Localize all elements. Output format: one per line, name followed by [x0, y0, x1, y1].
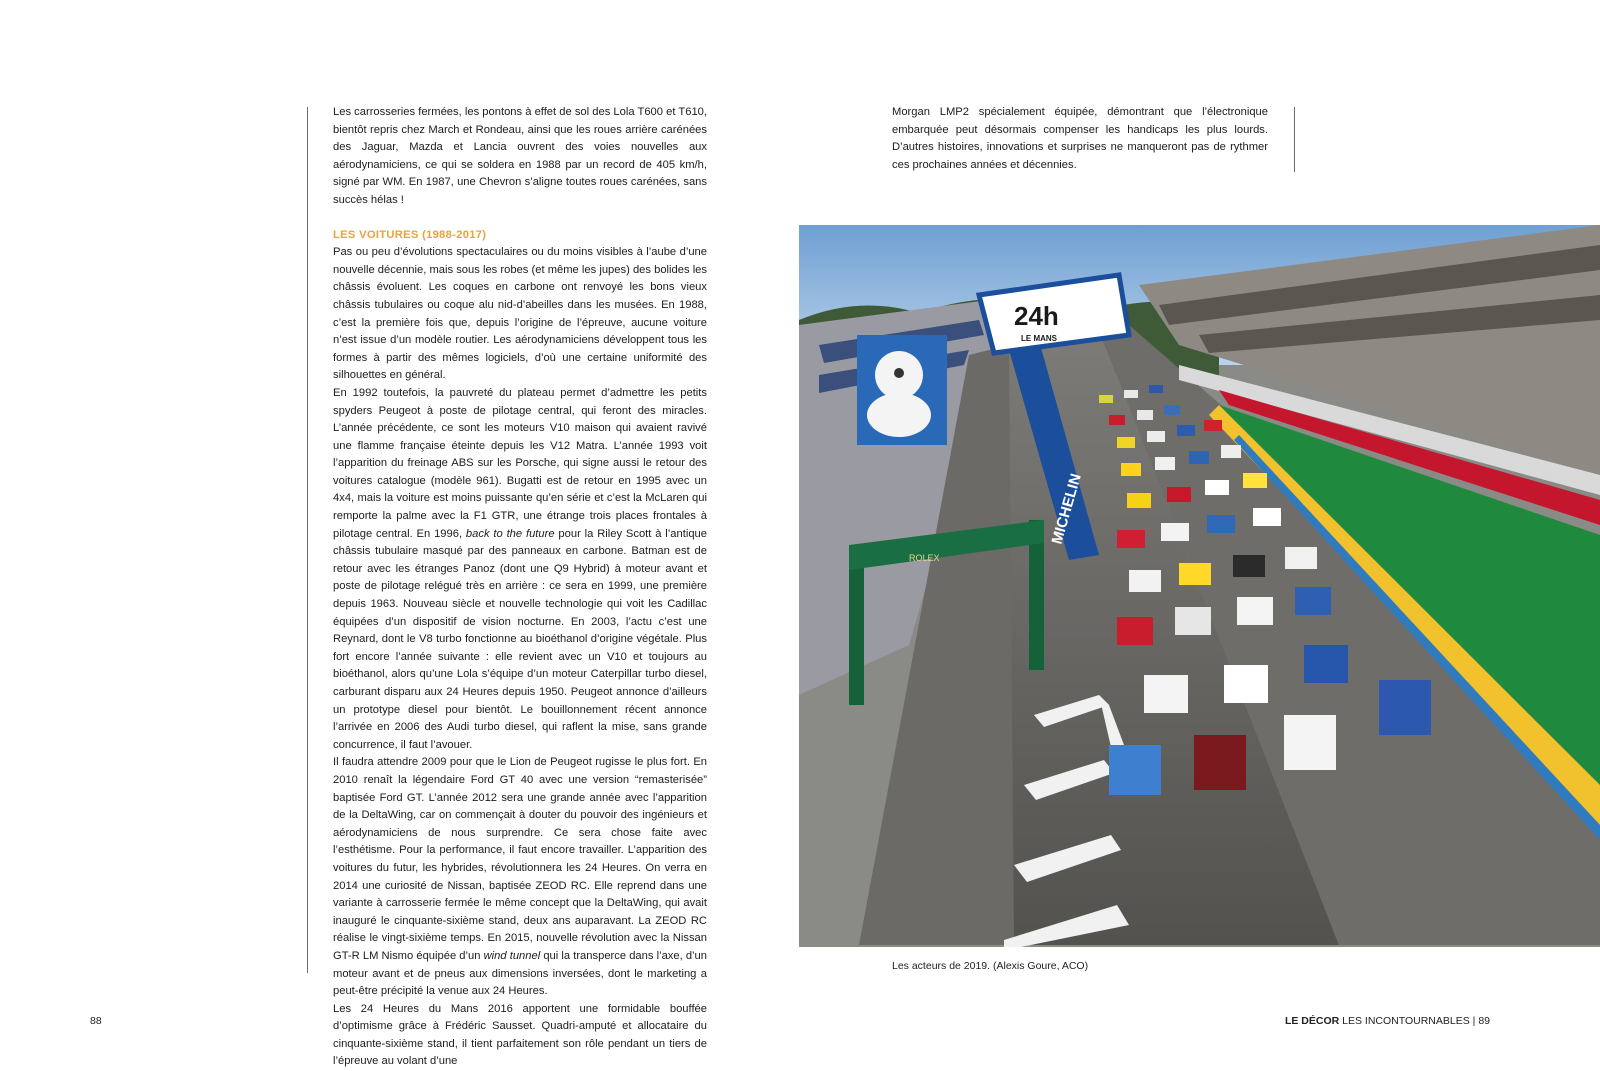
- page-number-right: 89: [1478, 1015, 1490, 1027]
- paragraph-1: Pas ou peu d’évolutions spectaculaires ou du moins visibles à l’aube d’une nouvelle décennie, mais sous les robes (et même les jupes) des bolides les châssis évoluent. Les coques en carbone ont renvoyé les bons vieux châssis tubulaires ou coque alu nid-d’abeilles dans les musées. En 1988, c’est la première fois que, depuis l’origine de l’épreuve, aucune voiture n’est issue d’un modèle routier. Les aérodynamiciens développent tous les formes à partir des mêmes logiciels, d’où une certaine uniformité des silhouettes en général.: [333, 246, 707, 382]
- paragraph-2-text-a: En 1992 toutefois, la pauvreté du plateau permet d’admettre les petits spyders Peugeot à poste de pilotage central, qui feront des miracles. L’année précédente, ce sont les moteurs V10 maison qui avaient ravivé une flamme française éteinte depuis les V12 Matra. L’année 1993 voit l’apparition du freinage ABS sur les Porsche, qui signe aussi le retour des voitures catalogue (modèle 961). Bugatti est de retour en 1995 avec un 4x4, mais la voiture est moins puissante qu’en série et c’est la McLaren qui remporte la palme avec la F1 GTR, une étrange trois places frontales à pilotage central. En 1996,: [333, 386, 707, 540]
- photo-caption: Les acteurs de 2019. (Alexis Goure, ACO): [892, 960, 1089, 972]
- right-paragraph: Morgan LMP2 spécialement équipée, démontrant que l’électronique embarquée peut désormais compenser les handicaps les plus lourds. D’autres histoires, innovations et surprises ne manqueront pas de rythmer ces prochaines années et décennies.: [892, 106, 1268, 171]
- rolex-label: ROLEX: [909, 553, 940, 563]
- footer-separator: |: [1472, 1015, 1476, 1027]
- 24h-logo-text: 24h: [1014, 301, 1059, 331]
- paragraph-2-emphasis: back to the future: [465, 527, 555, 540]
- le-mans-logo-text: LE MANS: [1021, 334, 1057, 343]
- paragraph-4: Les 24 Heures du Mans 2016 apportent une formidable bouffée d’optimisme grâce à Frédéric Sausset. Quadri-amputé et allocataire du cinquante-sixième stand, il tient parfaitement son rôle pendant un tiers de l’épreuve au volant d’une: [333, 1002, 707, 1068]
- article-right-column: [892, 104, 1268, 174]
- paragraph-3: [333, 754, 707, 1000]
- footer-section: LE DÉCOR: [1284, 1015, 1340, 1027]
- running-footer: [1285, 1015, 1490, 1027]
- section-heading: LES VOITURES (1988-2017): [333, 228, 487, 241]
- michelin-mascot: [857, 335, 947, 445]
- article-left-column: [333, 104, 707, 1071]
- paragraph-3-emphasis: wind tunnel: [483, 949, 541, 962]
- paragraph-3-text-b: qui la transperce dans l’axe, d’un moteur avant et de pneus aux dimensions inversées, dont le marketing a peut-être précipité la venue aux 24 Heures.: [333, 949, 707, 998]
- michelin-label: MICHELIN: [1048, 471, 1085, 547]
- page-number-left: 88: [90, 1015, 102, 1027]
- race-grid-illustration: [799, 225, 1600, 947]
- footer-subsection: LES INCONTOURNABLES: [1342, 1015, 1470, 1027]
- paragraph-2: [333, 385, 707, 754]
- race-grid-photo: [799, 225, 1600, 947]
- left-column-rule: [307, 107, 308, 973]
- paragraph-3-text-a: Il faudra attendre 2009 pour que le Lion de Peugeot rugisse le plus fort. En 2010 renaît la légendaire Ford GT 40 avec une version “remasterisée” baptisée Ford GT. L’année 2012 sera une grande année avec l’apparition de la DeltaWing, car on commençait à douter du pouvoir des ingénieurs et aérodynamiciens de nous surprendre. Ce sera chose faite avec l’esthétisme. Pour la performance, il faut encore travailler. L’apparition des voitures du futur, les hybrides, révolutionnera les 24 Heures. On verra en 2014 une curiosité de Nissan, baptisée ZEOD RC. Elle reprend dans une variante à carrosserie fermée le même concept que la DeltaWing, qui avait inauguré le cinquante-sixième stand, deux ans auparavant. La ZEOD RC réalise le vingt-sixième temps. En 2015, nouvelle révolution avec la Nissan GT-R LM Nismo équipée d’un: [333, 756, 707, 962]
- right-column-rule: [1294, 107, 1295, 172]
- paragraph-2-text-b: pour la Riley Scott à l’antique châssis tubulaire masqué par des panneaux en carbone. Batman est de retour avec les étranges Panoz (dont une Q9 Hybrid) à moteur avant et poste de pilotage relégué très en arrière : ce sera en 1999, une première depuis 1963. Nouveau siècle et nouvelle technologie qui voit les Cadillac équipées d’un dispositif de vision nocturne. En 2003, l’actu c’est une Reynard, dont le V8 turbo fonctionne au bioéthanol d’origine végétale. Plus fort encore l’année suivante : elle revient avec un V10 et toujours au bioéthanol, alors qu’une Lola s’équipe d’un moteur Caterpillar turbo diesel, carburant disparu aux 24 Heures depuis 1950. Peugeot annonce d’ailleurs un prototype diesel pour bientôt. Le bouillonnement récent annonce l’arrivée en 2006 des Audi turbo diesel, qui raflent la mise, sans grande concurrence, il faut l’avouer.: [333, 527, 707, 751]
- intro-paragraph: Les carrosseries fermées, les pontons à effet de sol des Lola T600 et T610, bientôt repris chez March et Rondeau, ainsi que les roues arrière carénées des Jaguar, Mazda et Lancia ouvrent des voies nouvelles aux aérodynamiciens, ce qui se soldera en 1988 par un record de 405 km/h, signé par WM. En 1987, une Chevron s’aligne toutes roues carénées, sans succès hélas !: [333, 106, 707, 206]
